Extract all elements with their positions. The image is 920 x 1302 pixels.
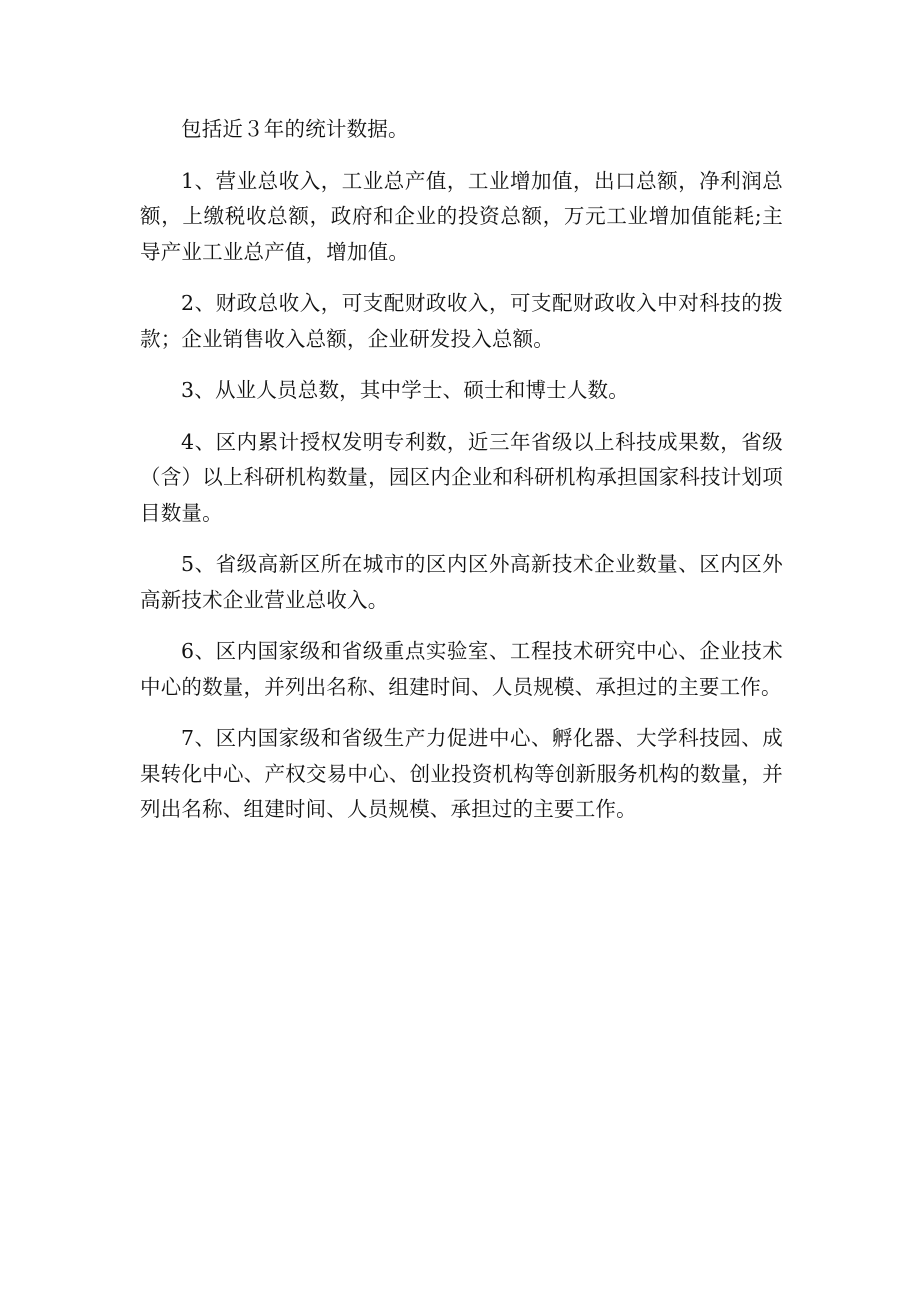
paragraph-item-2: 2、财政总收入，可支配财政收入，可支配财政收入中对科技的拨款；企业销售收入总额，企业研发投入总额。 [140,291,783,351]
paragraph-item-7: 7、区内国家级和省级生产力促进中心、孵化器、大学科技园、成果转化中心、产权交易中心、创业投资机构等创新服务机构的数量，并列出名称、组建时间、人员规模、承担过的主要工作。 [140,726,783,821]
paragraph-item-6: 6、区内国家级和省级重点实验室、工程技术研究中心、企业技术中心的数量，并列出名称、组建时间、人员规模、承担过的主要工作。 [140,639,783,699]
paragraph-item-3: 3、从业人员总数，其中学士、硕士和博士人数。 [181,378,629,402]
paragraph-item-5: 5、省级高新区所在城市的区内区外高新技术企业数量、区内区外高新技术企业营业总收入。 [140,552,783,612]
paragraph-intro: 包括近３年的统计数据。 [181,117,409,141]
paragraph-item-4: 4、区内累计授权发明专利数，近三年省级以上科技成果数，省级（含）以上科研机构数量，园区内企业和科研机构承担国家科技计划项目数量。 [140,429,783,525]
document-body [140,112,783,844]
paragraph-item-1: 1、营业总收入，工业总产值，工业增加值，出口总额，净利润总额，上缴税收总额，政府和企业的投资总额，万元工业增加值能耗;主导产业工业总产值，增加值。 [140,168,783,264]
